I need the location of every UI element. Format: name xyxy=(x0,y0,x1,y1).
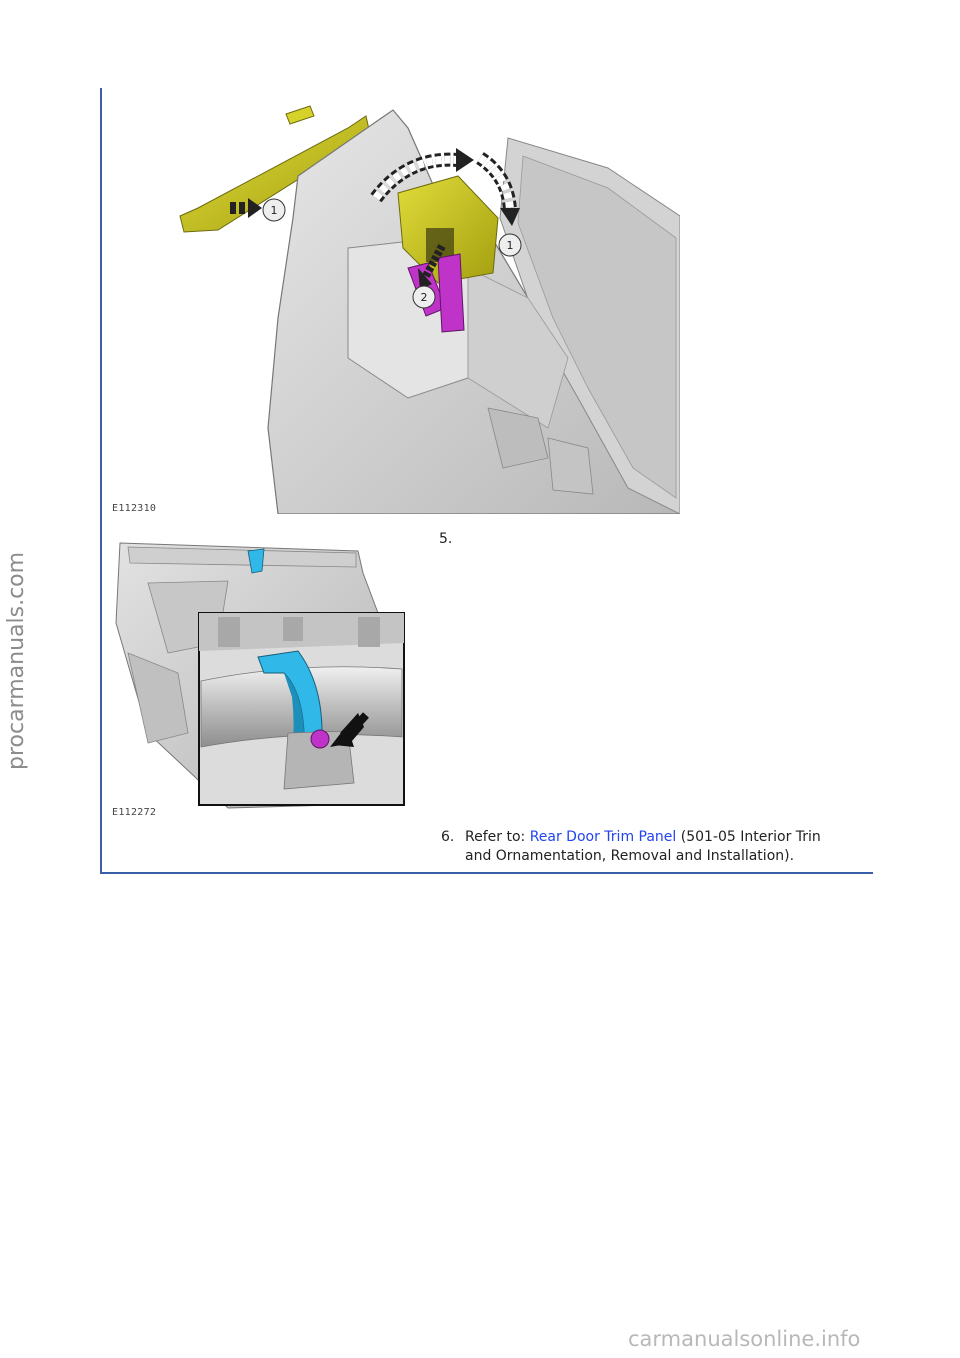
figure-code-e112310: E112310 xyxy=(112,503,157,514)
watermark-carmanualsonline: carmanualsonline.info xyxy=(628,1327,861,1351)
step-6-line2: and Ornamentation, Removal and Installation). xyxy=(465,848,795,864)
step-6-number: 6. xyxy=(441,829,455,845)
step-5 xyxy=(439,530,452,549)
callout-1-right xyxy=(499,234,521,256)
figure-e112310 xyxy=(108,98,680,514)
figure-e112272 xyxy=(108,533,408,818)
step-6-prefix: Refer to: xyxy=(465,829,530,845)
callout-2 xyxy=(413,286,435,308)
callout-1-left xyxy=(263,199,285,221)
step-5-number: 5. xyxy=(439,531,453,547)
rear-door-trim-panel-link[interactable]: Rear Door Trim Panel xyxy=(529,829,677,845)
svg-text:1: 1 xyxy=(270,204,278,217)
svg-text:2: 2 xyxy=(420,291,428,304)
figure-code-e112272: E112272 xyxy=(112,807,157,818)
left-rule xyxy=(100,88,102,874)
step-6-text xyxy=(465,828,821,866)
step-6-suffix: (501-05 Interior Trin xyxy=(676,829,821,845)
svg-text:1: 1 xyxy=(506,239,514,252)
bottom-rule xyxy=(100,872,873,874)
